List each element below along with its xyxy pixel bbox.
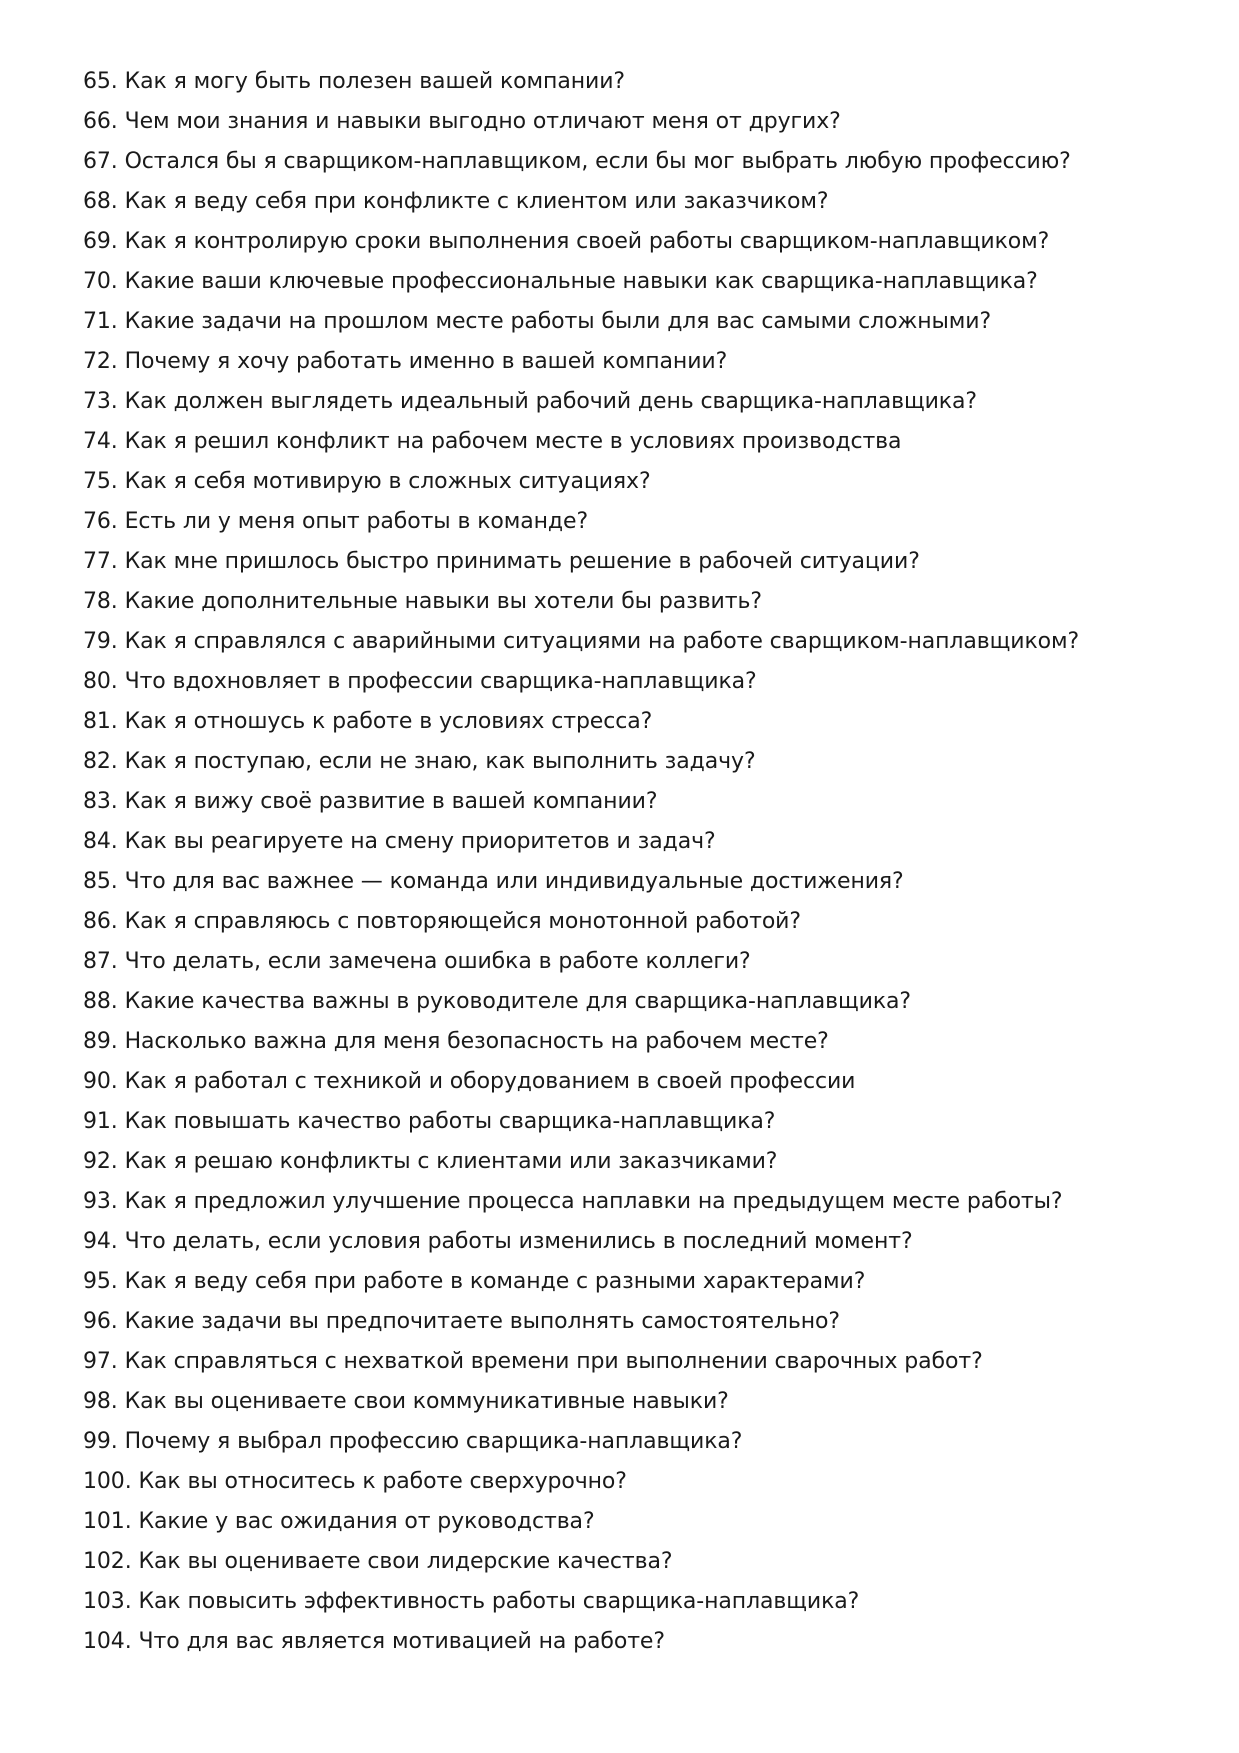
question-number: 103. xyxy=(83,1589,132,1614)
question-text: Как вы оцениваете свои лидерские качества? xyxy=(138,1549,673,1574)
question-number: 101. xyxy=(83,1509,132,1534)
question-item xyxy=(83,142,1183,182)
question-text: Почему я выбрал профессию сварщика-наплавщика? xyxy=(124,1429,743,1454)
question-text: Как вы относитесь к работе сверхурочно? xyxy=(138,1469,627,1494)
question-text: Как вы реагируете на смену приоритетов и задач? xyxy=(124,829,716,854)
question-text: Как я веду себя при конфликте с клиентом или заказчиком? xyxy=(124,189,829,214)
question-item xyxy=(83,182,1183,222)
question-item xyxy=(83,702,1183,742)
question-number: 77. xyxy=(83,549,118,574)
question-text: Как справляться с нехваткой времени при выполнении сварочных работ? xyxy=(124,1349,983,1374)
question-text: Как я справлялся с аварийными ситуациями на работе сварщиком-наплавщиком? xyxy=(124,629,1080,654)
question-number: 87. xyxy=(83,949,118,974)
question-number: 73. xyxy=(83,389,118,414)
question-item xyxy=(83,1462,1183,1502)
question-text: Как повышать качество работы сварщика-наплавщика? xyxy=(124,1109,776,1134)
question-number: 102. xyxy=(83,1549,132,1574)
question-text: Какие ваши ключевые профессиональные навыки как сварщика-наплавщика? xyxy=(124,269,1038,294)
question-text: Какие дополнительные навыки вы хотели бы развить? xyxy=(124,589,762,614)
question-text: Что для вас является мотивацией на работе? xyxy=(138,1629,665,1654)
question-number: 69. xyxy=(83,229,118,254)
question-item xyxy=(83,902,1183,942)
question-item xyxy=(83,1022,1183,1062)
question-item xyxy=(83,942,1183,982)
question-text: Как вы оцениваете свои коммуникативные навыки? xyxy=(124,1389,729,1414)
question-number: 66. xyxy=(83,109,118,134)
question-text: Чем мои знания и навыки выгодно отличают меня от других? xyxy=(124,109,841,134)
question-item xyxy=(83,1062,1183,1102)
question-number: 79. xyxy=(83,629,118,654)
question-text: Как я отношусь к работе в условиях стресса? xyxy=(124,709,653,734)
question-number: 83. xyxy=(83,789,118,814)
question-number: 90. xyxy=(83,1069,118,1094)
question-item xyxy=(83,1182,1183,1222)
question-item xyxy=(83,1422,1183,1462)
question-text: Как мне пришлось быстро принимать решение в рабочей ситуации? xyxy=(124,549,920,574)
question-text: Как я себя мотивирую в сложных ситуациях? xyxy=(124,469,651,494)
question-item xyxy=(83,422,1183,462)
question-number: 75. xyxy=(83,469,118,494)
question-item xyxy=(83,302,1183,342)
question-item xyxy=(83,382,1183,422)
question-text: Почему я хочу работать именно в вашей компании? xyxy=(124,349,728,374)
question-text: Как я могу быть полезен вашей компании? xyxy=(124,69,625,94)
question-number: 97. xyxy=(83,1349,118,1374)
question-text: Насколько важна для меня безопасность на рабочем месте? xyxy=(124,1029,829,1054)
question-item xyxy=(83,1622,1183,1662)
question-item xyxy=(83,342,1183,382)
question-number: 88. xyxy=(83,989,118,1014)
question-text: Есть ли у меня опыт работы в команде? xyxy=(124,509,589,534)
question-number: 82. xyxy=(83,749,118,774)
question-text: Как я контролирую сроки выполнения своей работы сварщиком-наплавщиком? xyxy=(124,229,1050,254)
question-item xyxy=(83,742,1183,782)
question-text: Как я справляюсь с повторяющейся монотонной работой? xyxy=(124,909,801,934)
question-item xyxy=(83,862,1183,902)
question-text: Как я веду себя при работе в команде с разными характерами? xyxy=(124,1269,866,1294)
question-item xyxy=(83,1262,1183,1302)
question-number: 93. xyxy=(83,1189,118,1214)
question-number: 85. xyxy=(83,869,118,894)
question-item xyxy=(83,782,1183,822)
question-number: 68. xyxy=(83,189,118,214)
question-item xyxy=(83,462,1183,502)
question-number: 80. xyxy=(83,669,118,694)
question-item xyxy=(83,622,1183,662)
question-item xyxy=(83,1222,1183,1262)
question-number: 70. xyxy=(83,269,118,294)
question-number: 89. xyxy=(83,1029,118,1054)
question-item xyxy=(83,102,1183,142)
question-text: Остался бы я сварщиком-наплавщиком, если бы мог выбрать любую профессию? xyxy=(124,149,1071,174)
question-text: Какие у вас ожидания от руководства? xyxy=(138,1509,595,1534)
question-number: 95. xyxy=(83,1269,118,1294)
question-number: 86. xyxy=(83,909,118,934)
question-item xyxy=(83,982,1183,1022)
question-number: 67. xyxy=(83,149,118,174)
question-item xyxy=(83,542,1183,582)
question-item xyxy=(83,222,1183,262)
question-number: 84. xyxy=(83,829,118,854)
question-number: 65. xyxy=(83,69,118,94)
question-item xyxy=(83,1582,1183,1622)
question-number: 78. xyxy=(83,589,118,614)
question-text: Что для вас важнее — команда или индивидуальные достижения? xyxy=(124,869,904,894)
question-number: 72. xyxy=(83,349,118,374)
question-text: Как я поступаю, если не знаю, как выполнить задачу? xyxy=(124,749,756,774)
question-text: Как повысить эффективность работы сварщика-наплавщика? xyxy=(138,1589,860,1614)
question-item xyxy=(83,502,1183,542)
question-number: 91. xyxy=(83,1109,118,1134)
question-text: Как я вижу своё развитие в вашей компании? xyxy=(124,789,658,814)
question-item xyxy=(83,662,1183,702)
question-text: Какие задачи на прошлом месте работы были для вас самыми сложными? xyxy=(124,309,992,334)
question-number: 94. xyxy=(83,1229,118,1254)
question-item xyxy=(83,1142,1183,1182)
question-number: 96. xyxy=(83,1309,118,1334)
question-item xyxy=(83,582,1183,622)
question-number: 100. xyxy=(83,1469,132,1494)
question-text: Что вдохновляет в профессии сварщика-наплавщика? xyxy=(124,669,757,694)
question-list xyxy=(83,62,1183,1662)
question-item xyxy=(83,1302,1183,1342)
question-number: 71. xyxy=(83,309,118,334)
question-number: 98. xyxy=(83,1389,118,1414)
question-number: 76. xyxy=(83,509,118,534)
question-text: Как я предложил улучшение процесса наплавки на предыдущем месте работы? xyxy=(124,1189,1063,1214)
question-item xyxy=(83,62,1183,102)
question-number: 104. xyxy=(83,1629,132,1654)
question-text: Как должен выглядеть идеальный рабочий день сварщика-наплавщика? xyxy=(124,389,977,414)
question-item xyxy=(83,262,1183,302)
question-number: 81. xyxy=(83,709,118,734)
question-item xyxy=(83,1382,1183,1422)
question-text: Что делать, если условия работы изменились в последний момент? xyxy=(124,1229,913,1254)
question-number: 92. xyxy=(83,1149,118,1174)
question-text: Какие задачи вы предпочитаете выполнять самостоятельно? xyxy=(124,1309,840,1334)
question-item xyxy=(83,822,1183,862)
question-item xyxy=(83,1102,1183,1142)
question-text: Как я работал с техникой и оборудованием в своей профессии xyxy=(124,1069,856,1094)
question-text: Как я решил конфликт на рабочем месте в условиях производства xyxy=(124,429,902,454)
question-item xyxy=(83,1342,1183,1382)
question-item xyxy=(83,1542,1183,1582)
question-text: Что делать, если замечена ошибка в работе коллеги? xyxy=(124,949,751,974)
question-text: Какие качества важны в руководителе для сварщика-наплавщика? xyxy=(124,989,912,1014)
question-item xyxy=(83,1502,1183,1542)
question-text: Как я решаю конфликты с клиентами или заказчиками? xyxy=(124,1149,778,1174)
question-number: 99. xyxy=(83,1429,118,1454)
question-number: 74. xyxy=(83,429,118,454)
